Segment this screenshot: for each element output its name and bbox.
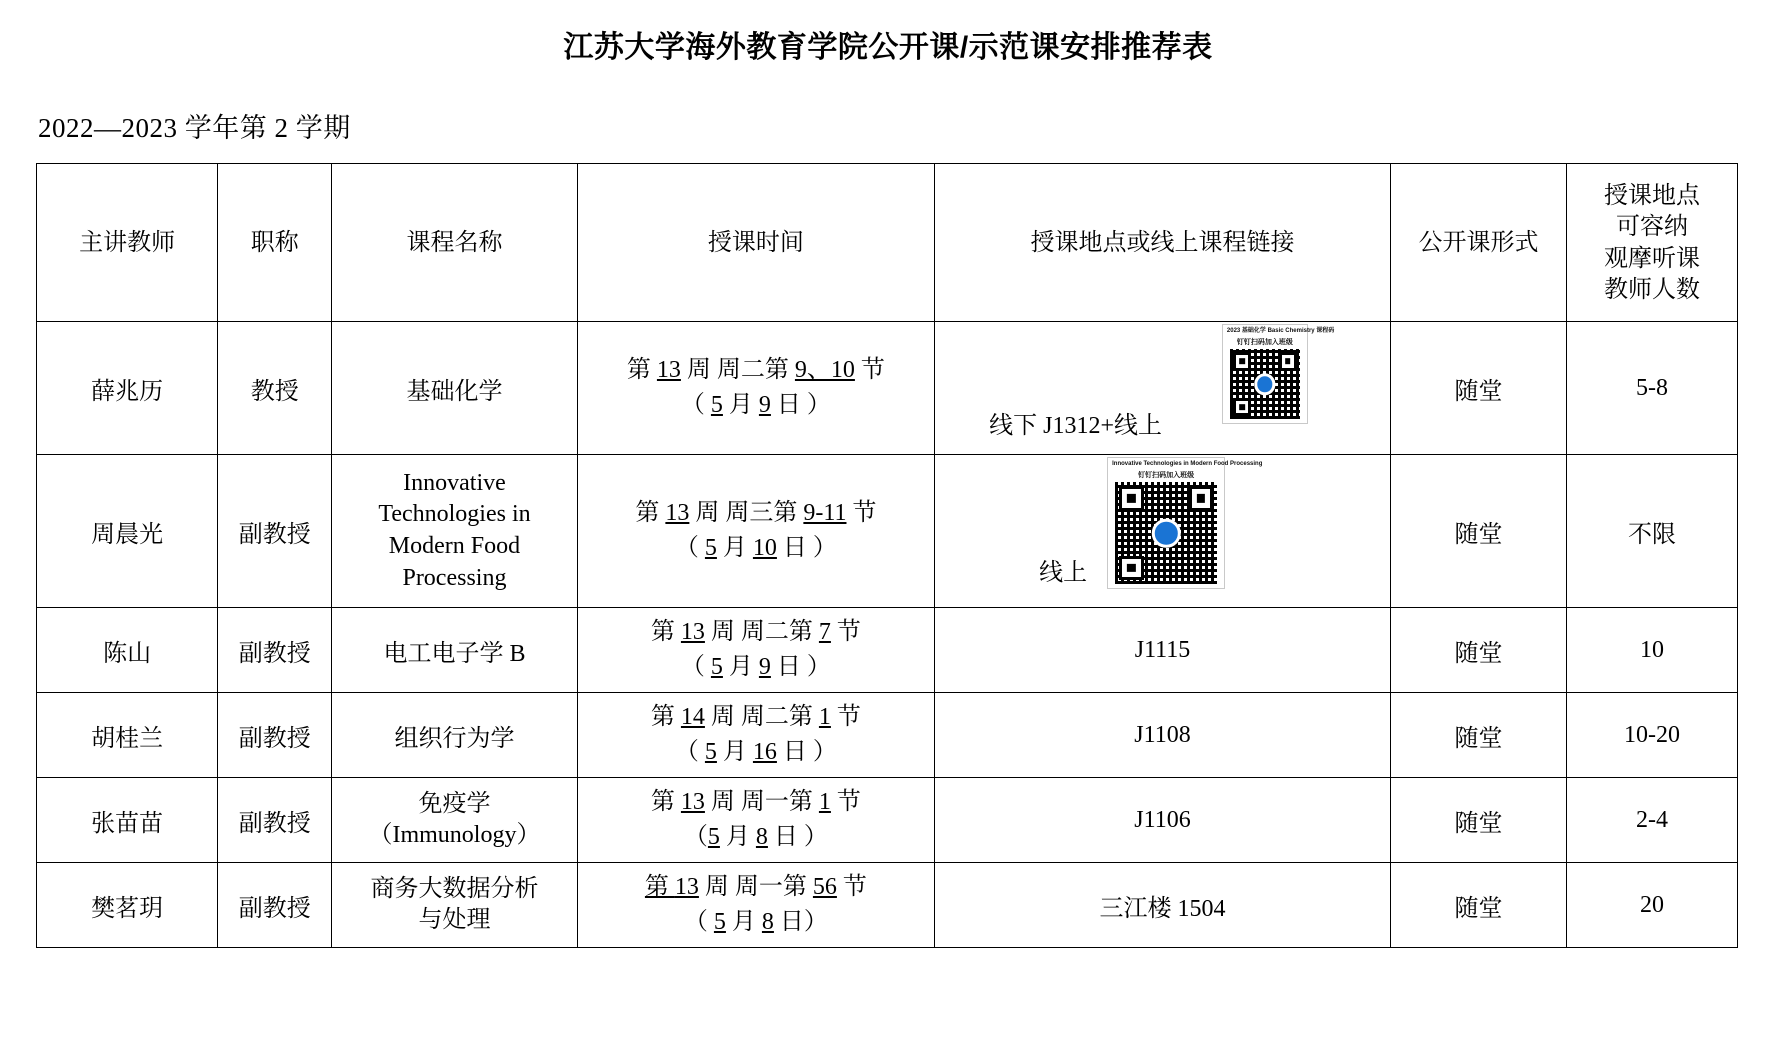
- cell-form: 随堂: [1390, 693, 1566, 778]
- cell-form: 随堂: [1390, 863, 1566, 948]
- cell-course: [332, 778, 578, 863]
- qr-finder-tl: [1119, 486, 1143, 510]
- date-month: 5: [707, 824, 720, 850]
- table-row: [37, 693, 1738, 778]
- cell-place: J1108: [935, 693, 1391, 778]
- table-row: [37, 778, 1738, 863]
- time-period: 56: [812, 874, 837, 901]
- date-suffix: 日 ）: [767, 824, 828, 850]
- course-line: Technologies in: [378, 501, 531, 528]
- table-row: [37, 608, 1738, 693]
- date-day: 16: [752, 739, 777, 765]
- cell-capacity: 5-8: [1567, 322, 1738, 455]
- table-row: [37, 455, 1738, 608]
- header-course: 课程名称: [332, 164, 578, 322]
- time-week: 13: [674, 874, 699, 901]
- header-time: 授课时间: [577, 164, 934, 322]
- cell-place: [935, 455, 1391, 608]
- date-day: 9: [758, 654, 771, 680]
- date-month: 5: [704, 739, 717, 765]
- cell-course: 电工电子学 B: [332, 608, 578, 693]
- date-prefix: （: [674, 535, 705, 561]
- date-prefix: （: [683, 909, 714, 935]
- schedule-table: [36, 163, 1738, 948]
- qr-caption-top: Innovative Technologies in Modern Food Processing: [1112, 461, 1263, 467]
- cell-time: [577, 608, 934, 693]
- qr-finder-tr: [1189, 486, 1213, 510]
- date-prefix: （: [674, 739, 705, 765]
- header-rank: 职称: [218, 164, 332, 322]
- cell-capacity: 20: [1567, 863, 1738, 948]
- time-line-1: [582, 870, 930, 905]
- header-capacity-line2: 可容纳: [1616, 213, 1688, 241]
- qr-center-logo-icon: [1257, 376, 1272, 391]
- header-form: 公开课形式: [1390, 164, 1566, 322]
- place-content: [939, 328, 1386, 448]
- cell-rank: 副教授: [218, 693, 332, 778]
- cell-teacher: 陈山: [37, 608, 218, 693]
- time-period: 9、10: [794, 357, 855, 384]
- cell-rank: 副教授: [218, 455, 332, 608]
- date-day: 10: [752, 535, 777, 561]
- time-week: 13: [665, 500, 690, 527]
- cell-form: 随堂: [1390, 778, 1566, 863]
- date-mid: 月: [722, 392, 759, 418]
- cell-capacity: 不限: [1567, 455, 1738, 608]
- date-mid: 月: [716, 739, 753, 765]
- header-capacity-line1: 授课地点: [1604, 182, 1700, 210]
- time-week: 14: [680, 704, 705, 731]
- date-suffix: 日 ）: [770, 392, 831, 418]
- time-suffix: 节: [830, 619, 861, 646]
- time-line-1: [582, 496, 930, 531]
- time-line-1: [582, 700, 930, 735]
- cell-place: [935, 322, 1391, 455]
- time-line-2: [582, 531, 930, 566]
- cell-course: 组织行为学: [332, 693, 578, 778]
- cell-place: 三江楼 1504: [935, 863, 1391, 948]
- date-day: 8: [755, 824, 768, 850]
- cell-rank: 副教授: [218, 863, 332, 948]
- cell-teacher: 周晨光: [37, 455, 218, 608]
- page-title: 江苏大学海外教育学院公开课/示范课安排推荐表: [563, 31, 1213, 64]
- qr-code-icon[interactable]: [1230, 349, 1300, 419]
- cell-teacher: 张苗苗: [37, 778, 218, 863]
- header-row: [37, 164, 1738, 322]
- time-line-2: [582, 820, 930, 855]
- cell-capacity: 10: [1567, 608, 1738, 693]
- cell-form: 随堂: [1390, 455, 1566, 608]
- date-mid: 月: [722, 654, 759, 680]
- date-suffix: 日 ）: [776, 535, 837, 561]
- cell-time: [577, 863, 934, 948]
- date-suffix: 日 ）: [776, 739, 837, 765]
- time-line-2: [582, 735, 930, 770]
- course-line: 免疫学: [418, 790, 491, 817]
- time-mid: 周 周三第: [689, 500, 804, 527]
- date-mid: 月: [719, 824, 756, 850]
- date-month: 5: [710, 654, 723, 680]
- date-mid: 月: [725, 909, 762, 935]
- cell-course: [332, 455, 578, 608]
- time-period: 1: [818, 704, 831, 731]
- time-week: 13: [680, 619, 705, 646]
- qr-code-card[interactable]: [1107, 457, 1263, 589]
- time-line-2: [582, 905, 930, 940]
- time-prefix: 第: [644, 874, 675, 901]
- time-prefix: 第: [635, 500, 666, 527]
- place-text: 线上: [1039, 560, 1088, 586]
- date-mid: 月: [716, 535, 753, 561]
- qr-finder-bl: [1233, 398, 1252, 417]
- cell-form: 随堂: [1390, 608, 1566, 693]
- cell-teacher: 胡桂兰: [37, 693, 218, 778]
- header-capacity-line4: 教师人数: [1604, 275, 1700, 303]
- header-capacity-line3: 观摩听课: [1604, 244, 1700, 272]
- cell-course: [332, 863, 578, 948]
- course-line: Innovative: [403, 469, 506, 496]
- time-line-1: [582, 615, 930, 650]
- cell-capacity: 2-4: [1567, 778, 1738, 863]
- time-week: 13: [656, 357, 681, 384]
- date-month: 5: [710, 392, 723, 418]
- time-suffix: 节: [846, 500, 877, 527]
- date-prefix: （: [680, 392, 711, 418]
- table-body: [37, 322, 1738, 948]
- cell-rank: 副教授: [218, 778, 332, 863]
- time-suffix: 节: [836, 874, 867, 901]
- time-mid: 周 周一第: [704, 789, 819, 816]
- course-line: Modern Food: [388, 533, 521, 559]
- time-prefix: 第: [650, 789, 681, 816]
- date-suffix: 日 ）: [770, 654, 831, 680]
- cell-time: [577, 778, 934, 863]
- time-mid: 周 周二第: [704, 619, 819, 646]
- time-prefix: 第: [626, 357, 657, 384]
- course-line: 与处理: [418, 907, 491, 933]
- time-suffix: 节: [854, 357, 885, 384]
- place-content: [939, 461, 1386, 601]
- date-prefix: （: [680, 654, 711, 680]
- course-line: 商务大数据分析: [370, 875, 539, 902]
- qr-finder-bl: [1119, 556, 1143, 580]
- header-place: 授课地点或线上课程链接: [935, 164, 1391, 322]
- cell-rank: 教授: [218, 322, 332, 455]
- time-mid: 周 周二第: [680, 357, 795, 384]
- time-mid: 周 周二第: [704, 704, 819, 731]
- time-suffix: 节: [830, 704, 861, 731]
- cell-teacher: 薛兆历: [37, 322, 218, 455]
- time-period: 9-11: [803, 500, 847, 527]
- qr-code-icon[interactable]: [1115, 482, 1217, 584]
- cell-place: J1106: [935, 778, 1391, 863]
- header-capacity: [1567, 164, 1738, 322]
- date-suffix: 日）: [773, 909, 828, 935]
- qr-finder-tr: [1279, 352, 1298, 371]
- time-mid: 周 周一第: [698, 874, 813, 901]
- time-week: 13: [680, 789, 705, 816]
- cell-course: 基础化学: [332, 322, 578, 455]
- time-period: 7: [818, 619, 831, 646]
- qr-finder-tl: [1233, 352, 1252, 371]
- table-header: [37, 164, 1738, 322]
- qr-caption-instruction: 钉钉扫码加入班级: [1138, 472, 1195, 480]
- time-suffix: 节: [830, 789, 861, 816]
- qr-caption-top: 2023 基础化学 Basic Chemistry 课程码: [1226, 328, 1335, 334]
- cell-capacity: 10-20: [1567, 693, 1738, 778]
- cell-time: [577, 693, 934, 778]
- time-prefix: 第: [650, 619, 681, 646]
- header-teacher: 主讲教师: [37, 164, 218, 322]
- cell-teacher: 樊茗玥: [37, 863, 218, 948]
- time-prefix: 第: [650, 704, 681, 731]
- table-row: [37, 322, 1738, 455]
- cell-time: [577, 322, 934, 455]
- date-month: 5: [704, 535, 717, 561]
- place-text: 线下 J1312+线上: [989, 413, 1162, 439]
- time-line-2: [582, 388, 930, 423]
- time-line-1: [582, 353, 930, 388]
- table-row: [37, 863, 1738, 948]
- cell-place: J1115: [935, 608, 1391, 693]
- date-day: 9: [758, 392, 771, 418]
- course-line: Processing: [402, 564, 507, 591]
- document-page: [0, 22, 1776, 1062]
- term-label: 2022—2023 学年第 2 学期: [38, 113, 351, 143]
- qr-code-card[interactable]: [1222, 324, 1335, 424]
- qr-caption-instruction: 钉钉扫码加入班级: [1236, 339, 1293, 347]
- time-line-1: [582, 785, 930, 820]
- time-period: 1: [818, 789, 831, 816]
- date-month: 5: [713, 909, 726, 935]
- course-line: （Immunology）: [368, 822, 541, 848]
- cell-time: [577, 455, 934, 608]
- cell-rank: 副教授: [218, 608, 332, 693]
- date-day: 8: [761, 909, 774, 935]
- date-prefix: （: [683, 824, 708, 850]
- cell-form: 随堂: [1390, 322, 1566, 455]
- time-line-2: [582, 650, 930, 685]
- qr-center-logo-icon: [1155, 522, 1177, 544]
